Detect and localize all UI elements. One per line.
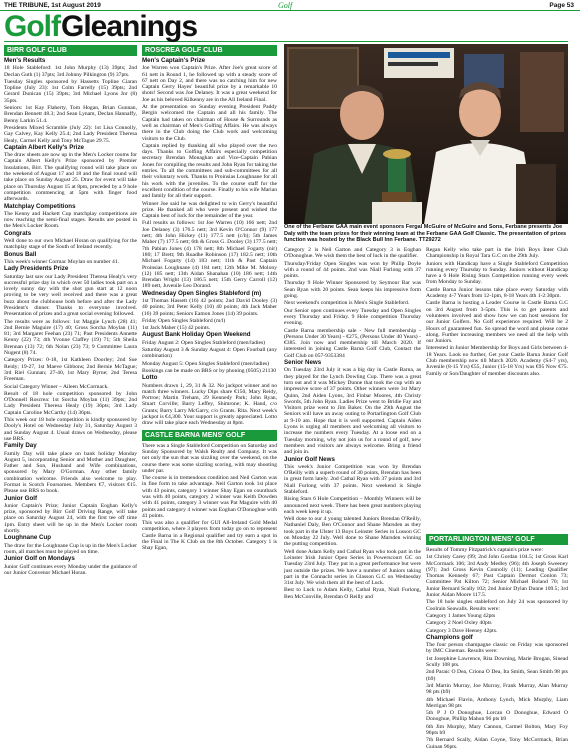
paragraph: 7th Bernard Scally, Aidan Coyne, Tony McCormack, Brian Guinan 96pts. [426,737,568,750]
column-birr-body [4,58,137,576]
paragraph: Numbers drawn 1, 29, 31 & 32. No jackpot winner and no match three winners. Lucky Dips share €150, Mary Reidy, Portroe; Martin Treham, 29 Kennedy Park; John Ryan, Stuart Corville; Barry Leffey, Shimrone; K. Hand, c/o Grants; Barry Larry McGarry, c/o Grants. Rita. Next week's jackpot is €4,300. Your support is greatly appreciated. Lotto draw will take place each Wednesday at 8pm. [142,382,277,427]
subheading: Matchplay Competitions [4,202,76,210]
subheading: Loughnane Cup [4,534,52,542]
paragraph: Captain replied by thanking all who played over the two days. Thanks to Golfing Affairs especially competition secretary Brendan Monaghan and Vice-Captain Pabian Jones for compiling the results and John Ryan for taking the entries. To all the committees and sub-committees for all their voluntary work. Thanks to Proinsias Loughnane for all his work with the juveniles. To the course staff for the excellent condition of the course. Finally to his wife Marian and family for all their support. [142,142,277,200]
paragraph: Results of Tommy Fitzpatrick's captain's prize were: [426,547,544,553]
subheading: Champions golf [426,633,473,641]
subheading: Junior Golf [4,494,37,502]
paragraph: Rising Stars 6 Hole Competition – Monthly Winners will be announced next week. There has been great numbers playing each week keep it up. [284,496,421,515]
paragraph: Result of 18 hole competition sponsored by John O'Donnell Roscrea: 1st Sorcha Moylan (11) 39pts; 2nd Lady President Theresa Healy (19) 36pts; 3rd Lady Captain Caroline McCarthy (14) 36pts. [4,390,137,416]
paragraph: There was a Single Stableford Competition on Saturday and Sunday Sponsored by Walsh Realty and Company. It was not only the sun that was sizzling over the weekend, on the course there was some sizzling scoring, with may shooting under par. [142,442,277,474]
page-number: Page 53 [549,2,574,9]
subheading: Lotto [142,374,158,382]
paragraph: Castle Barna Junior lessons take place every Saturday with Academy 4-7 Years from 12-1pm, 8-18 Years 4th 1-2:30pm. [426,286,568,300]
subheading: Junior Golf News [284,455,335,463]
paragraph: 3rd Martin Murray, Joe Murray, Frank Murray, Alan Murray 98 pts (b9) [426,682,568,696]
section-name: Golf [278,1,293,10]
subheading: Family Day [4,442,37,450]
subheading: Wednesday Open Singles Stableford (m) [142,289,262,297]
column-roscrea [142,45,277,730]
photo-caption-text: One of the Ferbane GAA main event sponsors Fergal McGuire of McGuire and Sons, Ferbane presents Joe Daly with the team prizes for their winning team at the Ferbane GAA Golf Classic. The presentation of prizes function was hosted by the Black Bull Inn Ferbane. TT29272 [284,224,567,244]
column-portarlington-body [426,547,568,750]
paragraph: Category 2 Noel Oxley 40pts [426,620,492,627]
paragraph: Friday Open Singles Stableford (m/l) [142,317,226,324]
paragraph: 5th P J O Donoghue, Lorcan O Donoghue, Edward O Donoghue, Phillip Mahon 96 pts b9 [426,710,568,723]
paragraph: Next weekend's competition is Men's Single Stableford. [284,300,410,307]
paragraph: Family Day will take place on bank holiday Monday August 5, incorporating Senior and Mother and Daughter, Father and Son, Husband and Wife combinations, sponsored by Mary O'Gorman. Any other family combination welcome. Friends also welcome to play. Format is Scotch Foursomes. Members €7, visitors €15. Please use BRS to book. [4,450,137,495]
paragraph: Juniors with Handicap have a Single Stableford Competition running every Thursday to Sunday. Juniors without Handicap have a 6 Hole Rising Stars Competition running every week from Monday to Sunday. [426,260,568,286]
paragraph: 6th Jim Murphy, Mary Cannon, Carmel Bolton, Mary Foy 96pts b9 [426,723,568,737]
paragraph: Full results as follows: 1st Joe Warren (10) 166 nett; 2nd Joe Delaney (3) 176.5 nett; 3rd Kevin O'Connor (9) 177 nett; 4th John Hickey (11) 177.5 nett (c/b); 5th James Maher (7) 177.5 nett; 6th & Gross G. Dooley (3) 177.5 nett; 7th Pabian Jones (4) 178 nett; 8th Michael Fogarty (nir) 180; 17 Brett; 9th Ruadhe Robinson (17) 182.5 nett; 10th Michael Fogarty (14) 183 nett; 11th & Past Captain Proinsias Loughnane (4) 184 nett; 12th Mike M. Molony (12) 185 nett; 13th Aidan Shanahan (10) 186 nett; 14th Brendan Wright (13) 186.5 nett; 15th Gerry Carroll (12) 189 nett, Juvenile Leo Dorand. [142,220,277,290]
masthead-golf: Golf [4,10,60,43]
column-portarlington [426,534,568,750]
paragraph: 1st Josephine Lawrence, Rita Downing, Marie Brogan, Sinead Scully 108 pts. [426,655,568,669]
section-header-birr: BIRR GOLF CLUB [4,45,137,56]
section-header: CASTLE BARNA MENS' GOLF [142,430,277,441]
subheading: August Bank Holiday Open Weekend [142,331,251,339]
paragraph: 18 Hole Stableford: 1st John Murphy (13) 39pts; 2nd Declan Guth (1) 37pts; 3rd Johnny Pilkington (9) 37pts. [4,65,137,78]
subheading: Lady Presidents Prize [4,265,69,273]
paragraph: Castle Barna is hosting a Leader Course in Castle Barna G.C on 3rd August from 3-5pm. This is to get parents and volunteers involved and show how we can host sessions for our Junior Golfers. No Golf experience required. Will be 2 Hours of guaranteed fun. So spread the word and please come along. Further increasing members we need all the help with our Juniors. [426,300,568,345]
photo-caption [284,224,568,246]
subheading: Bonus Ball [4,250,37,258]
paragraph: Thursday 9 Hole Winner Sponsored by Seymour Bar was Sean Ryan with 20 points. Sean keeps his impressive form going. [284,280,421,300]
paragraph: This week's winner Cormac Moylan on number 41. [4,258,120,265]
subheading: Men's Results [4,57,46,64]
paragraph: This week our 18 hole competition is kindly sponsored by Dooly's Hotel on Wednesday July 31, Saturday August 3 and Sunday August 4. Usual draws on Wednesday, please use BRS. [4,417,137,442]
paragraph: At the presentation on Sunday evening President Paddy Bergin welcomed the Captain and all his family. The Captain had taken on chairman of House & Surrounds as well as chairman of Men's Golfing Affairs. He was always there in the Club doing the Club work and welcoming visitors to the Club. [142,104,277,142]
paragraph: Our Senior open continues every Tuesday and Open Singles every Thursday and Friday. 9 Hole competition Thursday evening. [284,307,421,327]
section-header-portarlington: PORTARLINGTON MENS' GOLF [426,534,568,545]
column-castle-barna-juniors [426,247,568,532]
masthead-gleanings: Gleanings [61,10,198,43]
paragraph: Category Prizes: 0-18, 1st Kathleen Doorley; 2nd Sue Reidy; 19-27, 1st Maeve Gibbons; 2nd Bernie McTague; 3rd Riel Gunnan; 27-40, 1st Mary Byrne; 2nd Teresa Freeman. [4,357,137,383]
column-roscrea-body [142,58,277,552]
paragraph: Saturday last saw our Lady President Theresa Healy's very successful prize day in which over 50 ladies took part on a lovely sunny day with the shot gun start at 12 noon proving to be very well received and there was a great buzz about the clubhouse both before and after the Lady President's dinner. Thanks to everyone involved. Presentation of prizes and a great social evening followed. [4,273,137,318]
paragraph: 1st Thomas Hassett (16) 42 points; 2nd David Dooley (3) 40 points; 3rd Peter Kelly (10) 40 points; 4th Jack Maher (16) 39 points; Seniors Eamon Jones (14) 39 points. [142,297,277,317]
section-header-roscrea: ROSCREA GOLF CLUB [142,45,277,56]
paragraph: Saturday August 3 & Sunday August 4: Open Fourball (any combination) [142,347,277,360]
column-castle-barna-juniors-body [426,247,568,377]
masthead [4,12,568,42]
paragraph: The 18 hole singles stableford on July 24 was sponsored by Coolrain Seawalls. Results were: [426,599,568,612]
paragraph: Joe Warren won Captain's Prize. After Joe's great score of 61 nett in Round 1, he followed up with a steady score of 67 nett on Day 2, and there was no catching him for new Captain Gerry Hayes' beautiful prize by a remarkable 10 shots! Second was Joe Delaney. It was a great weekend for Joe as his beloved Kilkenny are in the All Ireland Final. [142,65,277,103]
paragraph: Seniors: 1st Kay Flaherty, Tom Hogan, Brian Gunnan, Brendan Bennett 48.3; 2nd Sean Lynam, Declan Hannaffy, Benny Larkin 51.4. [4,105,137,124]
paragraph: Bookings can be made on BRS or by phoning (0505) 21130 [142,367,277,374]
subheading: Senior News [284,359,322,367]
paragraph: Regan Kelly who take part in the Irish Boys Inter Club Championship in Royal Tara G.C on the 29th July. [426,247,568,260]
paragraph: Best to Luck to Adam Kelly, Cathal Ryan, Niall Furlong, Ben McConville, Brendan O Reilly and [284,587,421,600]
paragraph: This week's Junior Competition was won by Brendan O'Reilly with a superb round of 30 points, Brendan has been in great form lately. 2nd Cathal Ryan with 37 points and 3rd Niall Furlong with 37 points. Next weekend is Single Stableford. [284,463,421,495]
paragraph: Well done to our own Michael Horan on qualifying for the matchplay stage of the South of Ireland recently. [4,238,137,251]
paragraph: Winner Joe said he was delighted to win Gerry's beautiful prize. He thanked all who were present and wished the Captain best of luck for the remainder of the year. [142,200,277,220]
paragraph: Category 1 James Young 42pts [426,612,496,619]
paragraph: 1st Christy Carey (99; 2nd John Gordan 104.5; 1st Gross Karl McCormack 106; 3rd Andy Medley (96); 4th Joseph Sweeney (97); 2nd Gross Kevin Connolly (11); Leading Qualifier Thomas Kennedy 67; Past Captain Dermot Conlon 73; Committee Pat Kilton 72; Senior Michael Boland 70; 1st Junior Bernard Scally 102; 2nd Junior Dylan Dunne 109.5; 3rd Junior Aidan Moore 117.5. [426,554,568,599]
paragraph: 1st Jack Maher (15) 42 points. [142,325,211,332]
paragraph: Thursday/Friday Open Singles was won by Philip Doyle with a round of 44 points. 2nd was Niall Furlong with 37 points. [284,260,421,280]
subheading: Junior Golf on Mondays [4,555,75,563]
paragraph: 4th Michael Flavin, Anthony Lynch, Mick Murphy, Liam Merrigan 98 pts [426,696,568,709]
column-birr [4,45,137,730]
paragraph: The draw for the Loughnane Cup is up in the Men's Locker room, all matches must be played on time. [4,542,137,555]
paragraph: Junior Captain's Prize; Junior Captain Eoghan Kelly's prize, sponsored by Birr Golf Driving Range, will take place on Saturday August 24, with the first tee off time 1pm. Entry sheet will be up in the Men's Locker room shortly. [4,502,137,535]
paragraph: Castle Barna membership sale - New full membership - (Persons Under 30 Years) - €275, (Persons Under 40 Years) - €385. Join now and membership till March 2020. If interested in joining Castle Barna Golf Club, Contact the Golf Club on 057-9353384 [284,327,421,359]
paragraph: This was also a qualifier for GUI All-Ireland Gold Medal competition, where 3 players from today go on to represent Castle Barna in a Regional qualifier and try earn a spot in the Final in The K Club on the 8th October. Category 1 is Shay Egan, [142,520,277,552]
paragraph: Category 3 Dave Heeney 42pts. [426,627,498,634]
paragraph: Well done to our 4 young talented Juniors Brendan O'Reilly, Nathaniel Daly, Ben O'Connor and Shane Marsden as they took part in the Ulster 13 Boys Leinster Series in Lusson GC on Monday 22 July. Well done to Shane Marsden winning the putting competition. [284,516,421,548]
paragraph: Category 2 is Neil Garton and Category 3 is Eoghan O'Donoghue. We wish them the best of luck in the qualifier. [284,247,421,260]
paragraph: The Kenny and Hackett Cup matchplay competitions are now reaching the semi-final stages. Results are posted in the Men's Locker Room. [4,210,137,230]
paragraph: The course is in tremendous condition and Neil Garton was in fine form to take advantage. Neil Garton took 1st place with 43 points, category 1 winner Shay Egan on countback was with 40 points, category 2 winner was Keith Dowden with 41 points, category 3 winner was Pat Maguire with 40 points and category 4 winner was Eoghan O'Donoghue with 41 points. [142,475,277,519]
news-photo [284,44,568,224]
paragraph: 2nd Paraic O Dea, Criona O Dea, Ita Smith, Sean Smith 98 pts (b9) [426,669,568,682]
subheading: Men's Captain's Prize [142,57,206,64]
column-castle-barna-body [284,247,421,600]
paragraph: The draw sheets are now up in the Men's Locker rooms for Captain Albert Kelly's Prize sponsored by Premier Insulations, Birr. The qualifying round will take place on the weekend of August 17 and 18 and the final round will take place on Sunday August 25. Draw for event will take place on Thursday August 15 at 8pm, preceded by a 9 hole competition commencing at 5pm with finger food afterwards. [4,152,137,203]
paragraph: Monday August 5: Open Singles Stableford (men/ladies) [142,360,270,367]
column-castle-barna-cont [284,247,421,730]
paragraph: Junior Golf continues every Monday under the guidance of our Junior Convenor Michael Horan. [4,563,137,576]
paragraph: On Tuesday 23rd July it was a big day in Castle Barna, as they played for the Lynch Dowling Cup. There was a great turn out and it was Mickey Dunne that took the cup with an impressive score of 37 points. Other winners were 1st Mary Quinn, 2nd Aiden Lyons, 3rd Finbar Moores, 4th Christy Swords, 5th John Ryan. Ladies Prize went to Bridie Fay and Visitors prize went to Jim Baker. On the 29th August the Seniors will have an away outing to Portarlington Golf Club at 9-10 am. Hope that it is well supported. Captain Aiden Lyons is urging all members and welcoming all visitors to increase the numbers every Tuesday. At a loose end on a Tuesday morning, why not join us for a round of golf, new members and visitors are always welcome. Bring a friend and join in. [284,367,421,456]
paragraph: The four person champagne classic on Friday was sponsored by IMC Cinemas. Results were: [426,642,568,655]
paragraph: Interested in Junior Membership for Boys and Girls between 4-18 Years. Look no further, Get your Castle Barna Junior Golf Club membership now till March 2020. Academy (S4-7 yrs), Juvenile (8-15 Yrs) €55, Junior (15-18 Yrs) was €95 Now €75. Family or Son/Daughter of member discounts also. [426,345,568,377]
photo-illustration [284,44,568,224]
subheading: Congrats [4,229,32,237]
paragraph: Presidents Mixed Scramble (July 22): 1st Lisa Connolly, Gay Calvey, Kay Kelly 25.4; 2nd Lady President Theresa Healy, Carmel Kelly and Tony McTague 29.75. [4,124,137,144]
paper-date: THE TRIBUNE, 1st August 2019 [4,2,101,9]
subheading: Captain Albert Kelly's Prize [4,143,84,151]
paragraph: Friday August 2: Open Singles Stableford (men/ladies) [142,339,266,346]
paragraph: Social Category Winner – Aileen McCormack. [4,383,109,390]
paragraph: The results were as follows: 1st Maggie Lynch (28) 41; 2nd Bernie Maguire (17) 40; Gross Sorcha Moylan (11) 81; 3rd Margaret Feehan (23) 71; Past Presidents Annette Kenny (22) 73; 4th Yvonne Claffey (19) 71; 5th Sheila Brennan (13) 72; 6th Nolan (23) 73; 9 Committee Laura Nugent (8) 74. [4,318,137,357]
paragraph: Well done Adam Kelly and Cathal Ryan who took part in the Leinster Irish Junior Open Series in Powerscourt GC on Tuesday 23rd July. They put in a great performance but were just outside the prizes. We have a number of Juniors taking part in the Connacht series in Glasson G.C on Wednesday 31st July. We wish them all the best of Luck. [284,548,421,587]
paragraph: Tuesday Singles sponsored by Hassetts Topline Ciaran Topline (July 23): 1st Colm Farrelly (15) 39pts; 2nd Gerard Dunican (15) 39pts; 3rd Michael Lyons Jnr (8) 35pts. [4,78,137,104]
